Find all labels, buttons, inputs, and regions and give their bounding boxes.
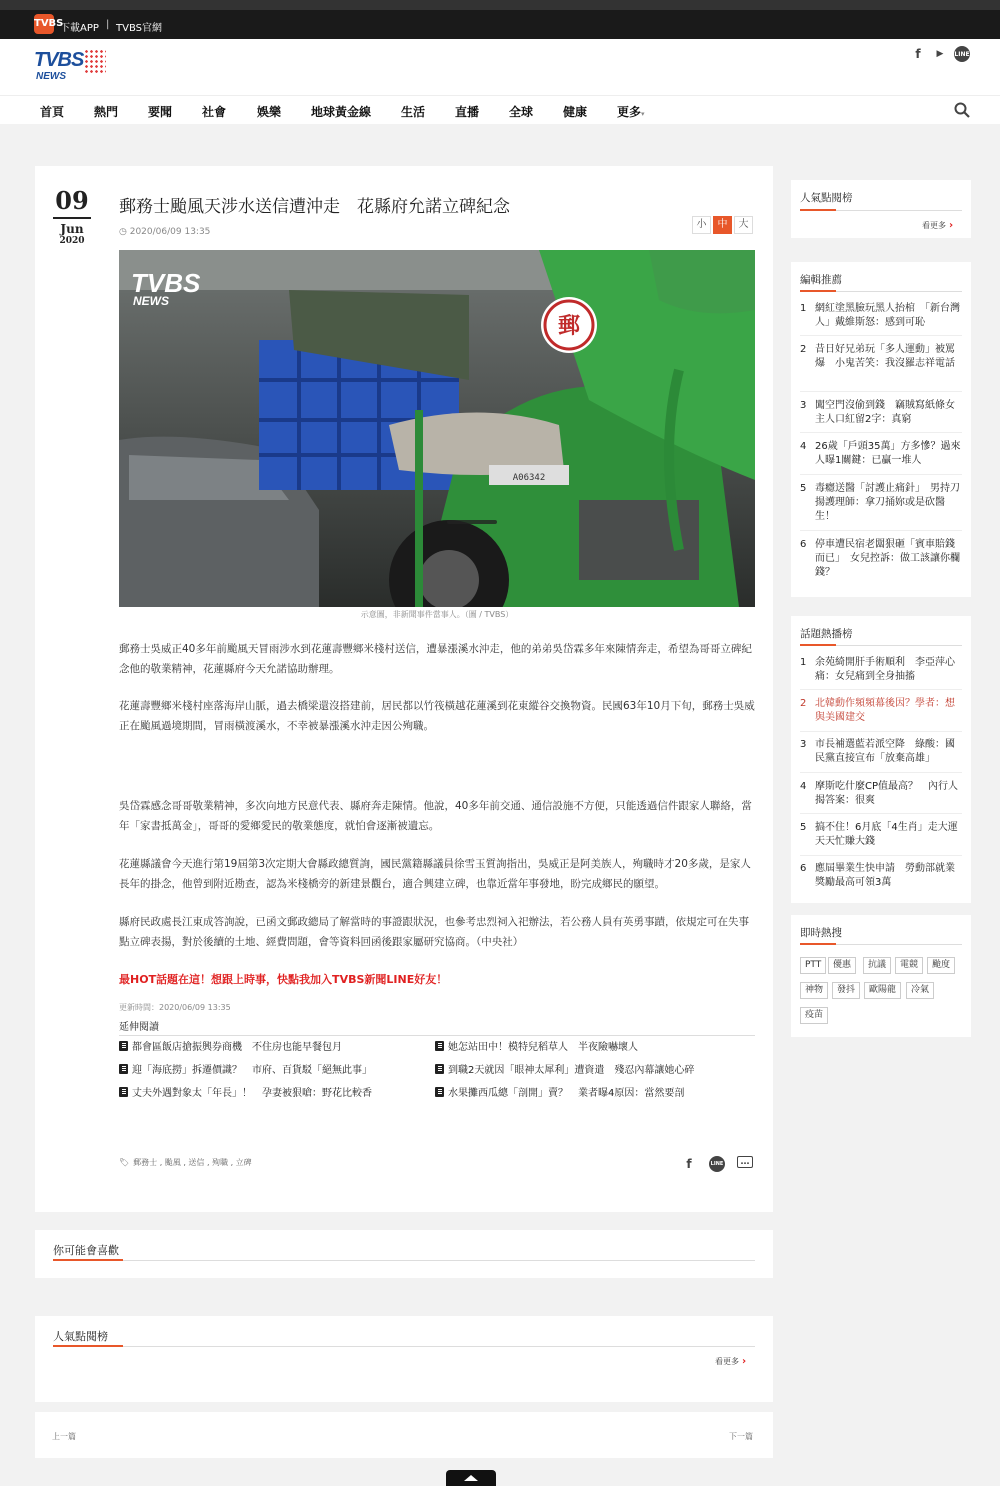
- hot-search-tag[interactable]: 優惠: [828, 957, 856, 974]
- section-divider: [53, 1346, 755, 1347]
- article-paragraph: 花蓮縣議會今天進行第19屆第3次定期大會縣政總質詢，國民黨籍縣議員徐雪玉質詢指出，吳威正是阿美族人，殉職時才20多歲，是家人長年的掛念，他曾到附近勘查，認為米棧橋旁的新建景觀台，適合興建立碑，也靠近當年事發地，盼完成鄉民的願望。: [119, 858, 751, 890]
- publish-date: [53, 186, 91, 246]
- editor-pick-item[interactable]: [800, 399, 962, 427]
- hot-search-tag[interactable]: 發抖: [832, 982, 860, 999]
- updated-time: 更新時間：2020/06/09 13:35: [119, 1003, 231, 1012]
- nav-item-health[interactable]: 健康: [563, 105, 588, 119]
- extended-link-text: 到職2天就因「眼神太犀利」遭資遣 殘忍內幕讓她心碎: [448, 1065, 695, 1076]
- article-icon: [435, 1041, 444, 1051]
- search-icon[interactable]: [954, 102, 970, 118]
- rank-text: 毒癮送醫「討護止痛針」 男持刀揚護理師：拿刀捅妳或是砍醫生！: [815, 483, 960, 522]
- rank-text: 摩斯吃什麼CP值最高？ 內行人揭答案：很爽: [815, 781, 959, 806]
- article-paragraph: 縣府民政處長江東成答詢說，已函文郵政總局了解當時的事證跟狀況，也參考忠烈祠入祀辦法，若公務人員有英勇事蹟，依規定可在失事點立碑表揚，對於後續的土地、經費問題，會等資料回函後跟家屬研究協商。（中央社）: [119, 916, 749, 948]
- chevron-right-icon: ›: [949, 220, 954, 231]
- official-site-link[interactable]: TVBS官網: [116, 23, 162, 34]
- nav-item-entertainment[interactable]: 娛樂: [257, 105, 282, 119]
- svg-text:郵: 郵: [557, 314, 581, 339]
- rank-number: 1: [800, 303, 807, 314]
- topic-item[interactable]: [800, 656, 962, 684]
- hot-search-tag[interactable]: 颱度: [927, 957, 955, 974]
- hot-search-tag[interactable]: 冷氣: [906, 982, 934, 999]
- share-bar: [681, 1156, 753, 1172]
- rank-divider: [800, 731, 962, 732]
- article-icon: [435, 1064, 444, 1074]
- extended-link-text: 丈夫外遇對象太「年長」！ 孕妻被狠嗆：野花比較香: [132, 1088, 372, 1099]
- extended-reading-title: 延伸閱讀: [119, 1018, 755, 1036]
- maybe-like-section: [35, 1230, 773, 1278]
- font-size-medium-button[interactable]: 中: [713, 216, 732, 234]
- section-accent: [53, 1345, 123, 1347]
- rank-number: 6: [800, 863, 807, 874]
- photo-logo-news: NEWS: [133, 294, 169, 308]
- section-accent: [800, 943, 836, 945]
- see-more-link[interactable]: [715, 1356, 746, 1367]
- sidebar-editor-picks: [791, 262, 971, 597]
- hot-search-tag[interactable]: 神物: [800, 982, 828, 999]
- extended-link[interactable]: [435, 1084, 684, 1099]
- editor-picks-title: 編輯推薦: [800, 274, 842, 286]
- topbar-divider: |: [106, 19, 110, 30]
- rank-divider: [800, 335, 962, 336]
- license-plate: A06342: [512, 473, 546, 483]
- rank-text: 昔日好兄弟玩「多人運動」被罵爆 小鬼苦笑：我沒羅志祥電話: [815, 344, 955, 369]
- hot-search-tag[interactable]: 抗議: [863, 957, 891, 974]
- date-day: 09: [53, 186, 91, 219]
- rank-number: 5: [800, 483, 807, 494]
- article-icon: [119, 1087, 128, 1097]
- comment-icon[interactable]: …: [737, 1156, 753, 1168]
- nav-item-live[interactable]: 直播: [455, 105, 480, 119]
- rank-number: 4: [800, 781, 807, 792]
- article-timestamp: [119, 227, 210, 237]
- rank-number: 2: [800, 344, 807, 355]
- article-tags: [119, 1157, 252, 1168]
- editor-pick-item[interactable]: [800, 343, 962, 371]
- rank-text: 應屆畢業生快申請 勞動部就業獎勵最高可領3萬: [815, 863, 955, 888]
- chevron-right-icon: ›: [742, 1356, 747, 1367]
- tag-icon: 🏷: [119, 1158, 130, 1167]
- nav-item-global[interactable]: 全球: [509, 105, 534, 119]
- extended-link[interactable]: [119, 1038, 342, 1053]
- nav-item-life[interactable]: 生活: [401, 105, 426, 119]
- section-divider: [53, 1260, 755, 1261]
- section-accent: [800, 644, 836, 646]
- chevron-down-icon: ▾: [641, 110, 645, 118]
- logo-text-bottom: NEWS: [36, 71, 66, 82]
- instant-search-title: 即時熱搜: [800, 927, 842, 939]
- sidebar-trending-topics: [791, 616, 971, 903]
- facebook-share-icon[interactable]: f: [686, 1157, 692, 1171]
- font-size-small-button[interactable]: 小: [692, 216, 711, 234]
- extended-link-text: 迎「海底撈」拆遷價識？ 市府、百貨駁「絕無此事」: [132, 1065, 372, 1076]
- article-photo: [119, 250, 755, 607]
- rank-number: 4: [800, 441, 807, 452]
- social-links: [910, 46, 970, 62]
- rank-divider: [800, 772, 962, 773]
- previous-article-link[interactable]: 上一篇: [52, 1432, 76, 1441]
- hot-search-tag[interactable]: 電競: [895, 957, 923, 974]
- extended-link-text: 她怎站田中！模特兒稻草人 半夜險嚇壞人: [448, 1042, 638, 1053]
- extended-link-text: 都會區飯店搶振興券商機 不住房也能早餐包月: [132, 1042, 342, 1053]
- font-size-switcher: [692, 216, 753, 234]
- article-paragraph: 花蓮壽豐鄉米棧村座落海岸山脈，過去橋梁還沒搭建前，居民都以竹筏橫越花蓮溪到花東縱谷交換物資。民國63年10月下旬，郵務士吳威正在颱風過境期間，冒雨橫渡溪水，不幸被暴漲溪水沖走因公殉職。: [119, 700, 755, 732]
- app-logo-icon[interactable]: TVBS: [34, 14, 54, 34]
- nav-more-label: 更多: [617, 105, 642, 119]
- nav-item-home[interactable]: 首頁: [40, 105, 65, 119]
- rank-number: 5: [800, 822, 807, 833]
- back-to-top-button[interactable]: [446, 1470, 496, 1486]
- extended-link-text: 水果攤西瓜總「剖開」賣？ 業者曝4原因：當然要剖: [448, 1088, 685, 1099]
- timestamp-text: 2020/06/09 13:35: [129, 227, 211, 237]
- line-icon[interactable]: LINE: [954, 46, 970, 62]
- font-size-large-button[interactable]: 大: [734, 216, 753, 234]
- hot-search-tag[interactable]: 歐陽龍: [864, 982, 901, 999]
- rank-number: 3: [800, 739, 807, 750]
- see-more-label: 看更多: [922, 221, 946, 230]
- sidebar-popular: [791, 180, 971, 238]
- topic-item[interactable]: [800, 697, 962, 725]
- extended-link[interactable]: [435, 1061, 694, 1076]
- photo-logo: TVBS: [131, 268, 201, 298]
- maybe-like-title: 你可能會喜歡: [53, 1244, 119, 1257]
- editor-pick-item[interactable]: [800, 538, 962, 580]
- see-more-label: 看更多: [715, 1357, 739, 1366]
- sidebar-see-more-link[interactable]: [922, 220, 953, 231]
- section-accent: [800, 209, 836, 211]
- pager: [35, 1412, 773, 1458]
- tvbs-news-logo[interactable]: [34, 45, 110, 83]
- topic-item[interactable]: [800, 821, 968, 849]
- facebook-icon[interactable]: f: [915, 47, 921, 61]
- rank-divider: [800, 855, 962, 856]
- youtube-icon[interactable]: ▶: [936, 49, 944, 59]
- extended-link[interactable]: [119, 1061, 372, 1076]
- article-paragraph: 吳岱霖感念哥哥敬業精神，多次向地方民意代表、縣府奔走陳情。他說，40多年前交通、通信設施不方便，只能透過信件跟家人聯絡，當年「家書抵萬金」，哥哥的愛鄉愛民的敬業態度，就怕會逐漸被遺忘。: [119, 800, 752, 832]
- main-nav: [0, 95, 1000, 124]
- editor-pick-item[interactable]: [800, 482, 962, 524]
- rank-text: 停車遭民宿老闆狠砸「賓車賠錢而已」 女兒控訴：做工該讓你欄錢？: [815, 539, 960, 578]
- popular-bottom-section: [35, 1316, 773, 1402]
- trending-topics-title: 話題熱播榜: [800, 628, 853, 640]
- hot-search-tag[interactable]: 疫苗: [800, 1007, 828, 1024]
- nav-item-society[interactable]: 社會: [202, 105, 227, 119]
- rank-text: 26歲「戶頭35萬」方多慘？過來人曝1關鍵：已贏一堆人: [815, 441, 961, 466]
- rank-text: 搞不住！6月底「4生肖」走大運 天天忙賺大錢: [815, 822, 968, 847]
- editor-pick-item[interactable]: [800, 302, 962, 330]
- article-card: [35, 166, 773, 1212]
- article-paragraph: 郵務士吳威正40多年前颱風天冒雨涉水到花蓮壽豐鄉米棧村送信，遭暴漲溪水沖走，他的弟弟吳岱霖多年來陳情奔走，希望為哥哥立碑紀念他的敬業精神，花蓮縣府今天允諾協助辦理。: [119, 643, 752, 675]
- section-accent: [53, 1259, 123, 1261]
- rank-divider: [800, 813, 962, 814]
- article-icon: [119, 1041, 128, 1051]
- article-icon: [435, 1087, 444, 1097]
- top-bar: [0, 0, 1000, 39]
- topic-item[interactable]: [800, 738, 962, 766]
- postal-motorcycle-image: [119, 250, 755, 607]
- rank-divider: [800, 530, 962, 531]
- rank-number: 1: [800, 657, 807, 668]
- line-share-icon[interactable]: LINE: [709, 1156, 725, 1172]
- logo-text-top: TVBS: [34, 49, 84, 71]
- rank-text: 市長補選藍若派空降 綠酸：國民黨直接宣布「放棄高雄」: [815, 739, 955, 764]
- download-app-link[interactable]: 下載APP: [60, 23, 99, 34]
- topic-item[interactable]: [800, 862, 962, 890]
- nav-item-hot[interactable]: 熱門: [94, 105, 119, 119]
- rank-number: 2: [800, 698, 807, 709]
- nav-item-earth-golden-line[interactable]: 地球黃金線: [311, 105, 372, 119]
- rank-number: 3: [800, 400, 807, 411]
- date-month: Jun: [60, 222, 84, 236]
- rank-divider: [800, 689, 962, 690]
- tags-text[interactable]: 郵務士 , 颱風 , 送信 , 殉職 , 立碑: [133, 1158, 252, 1167]
- logo-dots-icon: [84, 49, 106, 75]
- nav-item-headlines[interactable]: 要聞: [148, 105, 173, 119]
- editor-pick-item[interactable]: [800, 440, 962, 468]
- next-article-link[interactable]: 下一篇: [729, 1432, 753, 1441]
- sidebar-instant-search: [791, 915, 971, 1037]
- rank-number: 6: [800, 539, 807, 550]
- article-title: 郵務士颱風天涉水送信遭沖走 花縣府允諾立碑紀念: [119, 197, 510, 217]
- clock-icon: ◷: [119, 227, 127, 237]
- nav-item-more[interactable]: [617, 103, 645, 120]
- site-header: [0, 39, 1000, 124]
- rank-divider: [800, 432, 962, 433]
- rank-divider: [800, 391, 962, 392]
- article-icon: [119, 1064, 128, 1074]
- date-year: 2020: [59, 236, 85, 246]
- rank-text: 余苑綺開肝手術順利 李亞萍心痛：女兒痛到全身抽搐: [815, 657, 955, 682]
- rank-divider: [800, 474, 962, 475]
- section-accent: [800, 290, 836, 292]
- photo-caption: 示意圖，非新聞事件當事人。（圖 / TVBS）: [360, 610, 514, 619]
- topic-item[interactable]: [800, 780, 962, 808]
- popular-bottom-title: 人氣點閱榜: [53, 1330, 108, 1343]
- extended-link[interactable]: [435, 1038, 638, 1053]
- rank-text: 北韓動作頻頻幕後因？學者：想與美國建交: [815, 698, 955, 723]
- line-friend-link[interactable]: 最HOT話題在這！想跟上時事，快點我加入TVBS新聞LINE好友！: [119, 973, 448, 986]
- hot-search-tag[interactable]: PTT: [800, 957, 826, 974]
- sidebar-popular-title: 人氣點閱榜: [800, 192, 853, 204]
- extended-link[interactable]: [119, 1084, 372, 1099]
- rank-text: 闖空門沒偷到錢 竊賊寫紙條女主人口紅留2字：真窮: [815, 400, 955, 425]
- rank-text: 網紅塗黑臉玩黑人抬棺 「新台灣人」戴維斯怒：感到可恥: [815, 303, 960, 328]
